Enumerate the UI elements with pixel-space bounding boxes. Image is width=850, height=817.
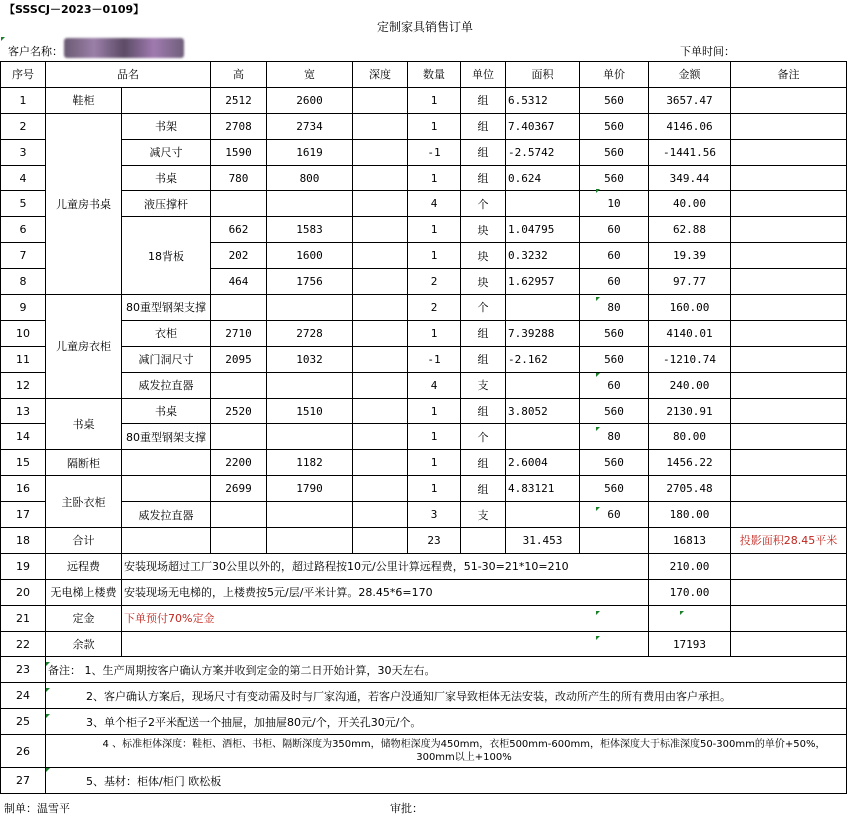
col-header-area: 面积 [506,62,580,88]
cell-price: 560 [580,165,649,191]
table-row [1,476,847,502]
row-no: 14 [1,424,46,450]
table-row [1,87,847,113]
cell-note [731,502,847,528]
cell-qty: 4 [408,372,461,398]
cell-note [731,476,847,502]
document-code: 【SSSCJ－2023－0109】 [4,3,145,16]
cell-height: 2200 [211,450,267,476]
row-no: 2 [1,113,46,139]
cell-area: 2.6004 [506,450,580,476]
cell-marker [596,189,600,193]
row-no: 9 [1,295,46,321]
cell-height: 2708 [211,113,267,139]
cell-depth [353,346,408,372]
cell-width [267,191,353,217]
cell-marker [596,297,600,301]
projected-area-note: 投影面积28.45平米 [731,528,847,554]
row-no: 16 [1,476,46,502]
cell-marker [1,37,5,41]
cell-qty: 3 [408,502,461,528]
row-no: 18 [1,528,46,554]
cell-marker [596,427,600,431]
cell-amount: 1456.22 [649,450,731,476]
cell-area: 3.8052 [506,398,580,424]
cell-marker [46,768,50,772]
cell-width: 2734 [267,113,353,139]
cell-depth [353,217,408,243]
customer-name-label: 客户名称： [8,45,63,58]
cell-note [731,295,847,321]
cell-depth [353,243,408,269]
row-no: 17 [1,502,46,528]
cell-marker [596,636,600,640]
deposit-row [1,605,847,631]
row-no: 26 [1,735,46,768]
cell-note [731,424,847,450]
table-row [1,295,847,321]
empty-cell [731,579,847,605]
cell-amount: 2130.91 [649,398,731,424]
cell-note [731,87,847,113]
row-no: 12 [1,372,46,398]
cell-amount: 4146.06 [649,113,731,139]
total-label: 合计 [46,528,122,554]
cell-price: 60 [580,217,649,243]
total-amount: 16813 [649,528,731,554]
item-name [122,87,211,113]
stairs-fee-amount: 170.00 [649,579,731,605]
row-no: 27 [1,768,46,794]
cell-price: 560 [580,398,649,424]
cell-width: 2728 [267,320,353,346]
empty-cell [122,528,211,554]
empty-cell [267,528,353,554]
cell-depth [353,450,408,476]
table-row [1,217,847,243]
deposit-label: 定金 [46,605,122,631]
row-no: 1 [1,87,46,113]
cell-unit: 块 [461,269,506,295]
cell-note [731,450,847,476]
cell-height: 2095 [211,346,267,372]
note-text: 备注： 1、生产周期按客户确认方案并收到定金的第二日开始计算，30天左右。 [46,657,847,683]
balance-amount: 17193 [649,631,731,657]
cell-area: 4.83121 [506,476,580,502]
cell-note [731,398,847,424]
cell-amount: 97.77 [649,269,731,295]
col-header-no: 序号 [1,62,46,88]
cell-amount: 2705.48 [649,476,731,502]
table-row [1,346,847,372]
cell-height: 202 [211,243,267,269]
item-name: 威发拉直器 [122,372,211,398]
cell-width: 1583 [267,217,353,243]
cell-height: 2710 [211,320,267,346]
table-row [1,113,847,139]
cell-unit: 组 [461,398,506,424]
cell-depth [353,476,408,502]
cell-depth [353,424,408,450]
table-row [1,191,847,217]
cell-height: 2512 [211,87,267,113]
cell-unit: 组 [461,165,506,191]
cell-note [731,243,847,269]
cell-note [731,346,847,372]
remote-fee-amount: 210.00 [649,553,731,579]
item-name: 书架 [122,113,211,139]
cell-depth [353,139,408,165]
cell-qty: 1 [408,398,461,424]
cell-note [731,217,847,243]
cell-area: 7.39288 [506,320,580,346]
cell-width [267,295,353,321]
col-header-qty: 数量 [408,62,461,88]
cell-note [731,139,847,165]
row-no: 7 [1,243,46,269]
cell-price: 80 [580,424,649,450]
col-header-note: 备注 [731,62,847,88]
cell-area: 1.62957 [506,269,580,295]
cell-depth [353,113,408,139]
cell-unit: 组 [461,476,506,502]
cell-note [731,191,847,217]
cell-height: 2520 [211,398,267,424]
cell-area: 1.04795 [506,217,580,243]
table-row [1,398,847,424]
cell-qty: 1 [408,165,461,191]
cell-unit: 组 [461,450,506,476]
cell-area: 7.40367 [506,113,580,139]
remote-fee-desc: 安装现场超过工厂30公里以外的，超过路程按10元/公里计算远程费，51-30=21*10=210 [122,553,649,579]
cell-height [211,502,267,528]
cell-width: 1182 [267,450,353,476]
cell-amount: 180.00 [649,502,731,528]
cell-qty: 2 [408,295,461,321]
cell-unit: 块 [461,217,506,243]
cell-depth [353,320,408,346]
cell-price: 60 [580,269,649,295]
empty-cell [731,553,847,579]
cell-amount: 19.39 [649,243,731,269]
cell-qty: 1 [408,450,461,476]
cell-height: 464 [211,269,267,295]
empty-cell [731,605,847,631]
cell-width: 1756 [267,269,353,295]
row-no: 21 [1,605,46,631]
cell-width: 1510 [267,398,353,424]
cell-depth [353,372,408,398]
item-name [122,450,211,476]
item-name: 80重型钢架支撑 [122,424,211,450]
cell-unit: 个 [461,191,506,217]
cell-price: 60 [580,372,649,398]
empty-cell [122,631,649,657]
cell-qty: -1 [408,346,461,372]
cell-amount: 80.00 [649,424,731,450]
col-header-width: 宽 [267,62,353,88]
note-text: 2、客户确认方案后，现场尺寸有变动需及时与厂家沟通，若客户没通知厂家导致柜体无法安装，改动所产生的所有费用由客户承担。 [46,683,847,709]
cell-price: 560 [580,346,649,372]
cell-amount: 3657.47 [649,87,731,113]
cell-price: 560 [580,87,649,113]
total-qty: 23 [408,528,461,554]
prepared-by: 制单：温雪平 [4,802,70,815]
row-no: 24 [1,683,46,709]
table-row [1,320,847,346]
stairs-fee-desc: 安装现场无电梯的，上楼费按5元/层/平米计算。28.45*6=170 [122,579,649,605]
cell-marker [596,507,600,511]
cell-qty: -1 [408,139,461,165]
cell-area: 0.624 [506,165,580,191]
cell-width: 1619 [267,139,353,165]
row-no: 11 [1,346,46,372]
cell-area: 0.3232 [506,243,580,269]
cell-unit: 组 [461,320,506,346]
item-group: 书桌 [46,398,122,450]
cell-width [267,372,353,398]
cell-marker [596,611,600,615]
total-row [1,528,847,554]
approved-by: 审批： [390,802,423,815]
item-name: 18背板 [122,217,211,295]
cell-area [506,295,580,321]
cell-width: 1600 [267,243,353,269]
cell-unit: 支 [461,502,506,528]
empty-cell [461,528,506,554]
cell-marker [596,373,600,377]
cell-amount: 349.44 [649,165,731,191]
cell-height: 780 [211,165,267,191]
note-text: 4 、标准柜体深度：鞋柜、酒柜、书柜、隔断深度为350mm，储物柜深度为450mm，衣柜500mm-600mm，柜体深度大于标准深度50-300mm的单价+50%，300mm以上+100% [46,735,847,768]
cell-qty: 2 [408,269,461,295]
cell-height [211,424,267,450]
cell-price: 560 [580,139,649,165]
cell-width: 1032 [267,346,353,372]
cell-width: 2600 [267,87,353,113]
order-table [0,61,847,794]
cell-price: 560 [580,320,649,346]
redacted-customer-name [64,38,184,58]
cell-depth [353,87,408,113]
cell-depth [353,502,408,528]
cell-width: 800 [267,165,353,191]
total-area: 31.453 [506,528,580,554]
cell-area [506,424,580,450]
cell-marker [46,688,50,692]
cell-depth [353,191,408,217]
row-no: 15 [1,450,46,476]
cell-unit: 个 [461,295,506,321]
cell-qty: 1 [408,320,461,346]
item-group: 儿童房书桌 [46,113,122,294]
stairs-fee-label: 无电梯上楼费 [46,579,122,605]
item-name: 威发拉直器 [122,502,211,528]
cell-unit: 支 [461,372,506,398]
item-name: 书桌 [122,165,211,191]
col-header-depth: 深度 [353,62,408,88]
cell-amount: -1210.74 [649,346,731,372]
cell-price: 560 [580,113,649,139]
cell-note [731,320,847,346]
cell-area [506,191,580,217]
cell-height [211,372,267,398]
table-row [1,424,847,450]
cell-qty: 4 [408,191,461,217]
cell-marker [46,662,50,666]
cell-marker [46,714,50,718]
cell-note [731,165,847,191]
cell-width [267,424,353,450]
item-name: 书桌 [122,398,211,424]
balance-label: 余款 [46,631,122,657]
table-row [1,139,847,165]
item-group: 儿童房衣柜 [46,295,122,399]
row-no: 3 [1,139,46,165]
cell-note [731,372,847,398]
cell-qty: 1 [408,217,461,243]
cell-height: 1590 [211,139,267,165]
cell-height: 2699 [211,476,267,502]
row-no: 8 [1,269,46,295]
note-row [1,657,847,683]
cell-area: 6.5312 [506,87,580,113]
cell-depth [353,398,408,424]
cell-unit: 组 [461,139,506,165]
row-no: 6 [1,217,46,243]
cell-height [211,191,267,217]
cell-depth [353,269,408,295]
cell-price: 10 [580,191,649,217]
cell-height [211,295,267,321]
item-name [122,476,211,502]
note-row [1,735,847,768]
cell-unit: 组 [461,87,506,113]
row-no: 22 [1,631,46,657]
col-header-name: 品名 [46,62,211,88]
note-text: 5、基材：柜体/柜门 欧松板 [46,768,847,794]
cell-note [731,269,847,295]
note-row [1,768,847,794]
cell-qty: 1 [408,243,461,269]
cell-width: 1790 [267,476,353,502]
cell-amount: 4140.01 [649,320,731,346]
cell-qty: 1 [408,424,461,450]
order-time-label: 下单时间： [680,45,735,58]
cell-note [731,113,847,139]
empty-cell [580,528,649,554]
cell-height: 662 [211,217,267,243]
remote-fee-row [1,553,847,579]
remote-fee-label: 远程费 [46,553,122,579]
cell-area [506,502,580,528]
cell-area: -2.5742 [506,139,580,165]
row-no: 23 [1,657,46,683]
note-row [1,683,847,709]
row-no: 13 [1,398,46,424]
empty-cell [731,631,847,657]
col-header-unit: 单位 [461,62,506,88]
cell-unit: 组 [461,346,506,372]
col-header-price: 单价 [580,62,649,88]
item-name: 减尺寸 [122,139,211,165]
cell-unit: 块 [461,243,506,269]
cell-depth [353,165,408,191]
cell-qty: 1 [408,476,461,502]
col-header-amount: 金额 [649,62,731,88]
cell-depth [353,295,408,321]
row-no: 25 [1,709,46,735]
cell-price: 560 [580,450,649,476]
cell-price: 60 [580,243,649,269]
table-row [1,372,847,398]
cell-width [267,502,353,528]
cell-area: -2.162 [506,346,580,372]
cell-unit: 个 [461,424,506,450]
cell-amount: 240.00 [649,372,731,398]
row-no: 5 [1,191,46,217]
cell-amount: 62.88 [649,217,731,243]
item-name: 衣柜 [122,320,211,346]
empty-cell [211,528,267,554]
item-group: 鞋柜 [46,87,122,113]
note-text: 3、单个柜子2平米配送一个抽屉，加抽屉80元/个，开关孔30元/个。 [46,709,847,735]
row-no: 20 [1,579,46,605]
cell-qty: 1 [408,113,461,139]
item-name: 减门洞尺寸 [122,346,211,372]
item-group: 主卧衣柜 [46,476,122,528]
row-no: 10 [1,320,46,346]
row-no: 19 [1,553,46,579]
item-group: 隔断柜 [46,450,122,476]
stairs-fee-row [1,579,847,605]
row-no: 4 [1,165,46,191]
cell-price: 560 [580,476,649,502]
table-row [1,502,847,528]
balance-row [1,631,847,657]
cell-unit: 组 [461,113,506,139]
table-row [1,165,847,191]
item-name: 液压撑杆 [122,191,211,217]
note-row [1,709,847,735]
cell-amount: 40.00 [649,191,731,217]
empty-cell [649,605,731,631]
cell-amount: -1441.56 [649,139,731,165]
deposit-desc: 下单预付70%定金 [122,605,649,631]
col-header-height: 高 [211,62,267,88]
header-row [1,62,847,88]
cell-price: 80 [580,295,649,321]
page-title: 定制家具销售订单 [376,20,473,34]
cell-qty: 1 [408,87,461,113]
cell-price: 60 [580,502,649,528]
cell-amount: 160.00 [649,295,731,321]
item-name: 80重型钢架支撑 [122,295,211,321]
empty-cell [353,528,408,554]
table-row [1,450,847,476]
cell-marker [680,611,684,615]
cell-area [506,372,580,398]
